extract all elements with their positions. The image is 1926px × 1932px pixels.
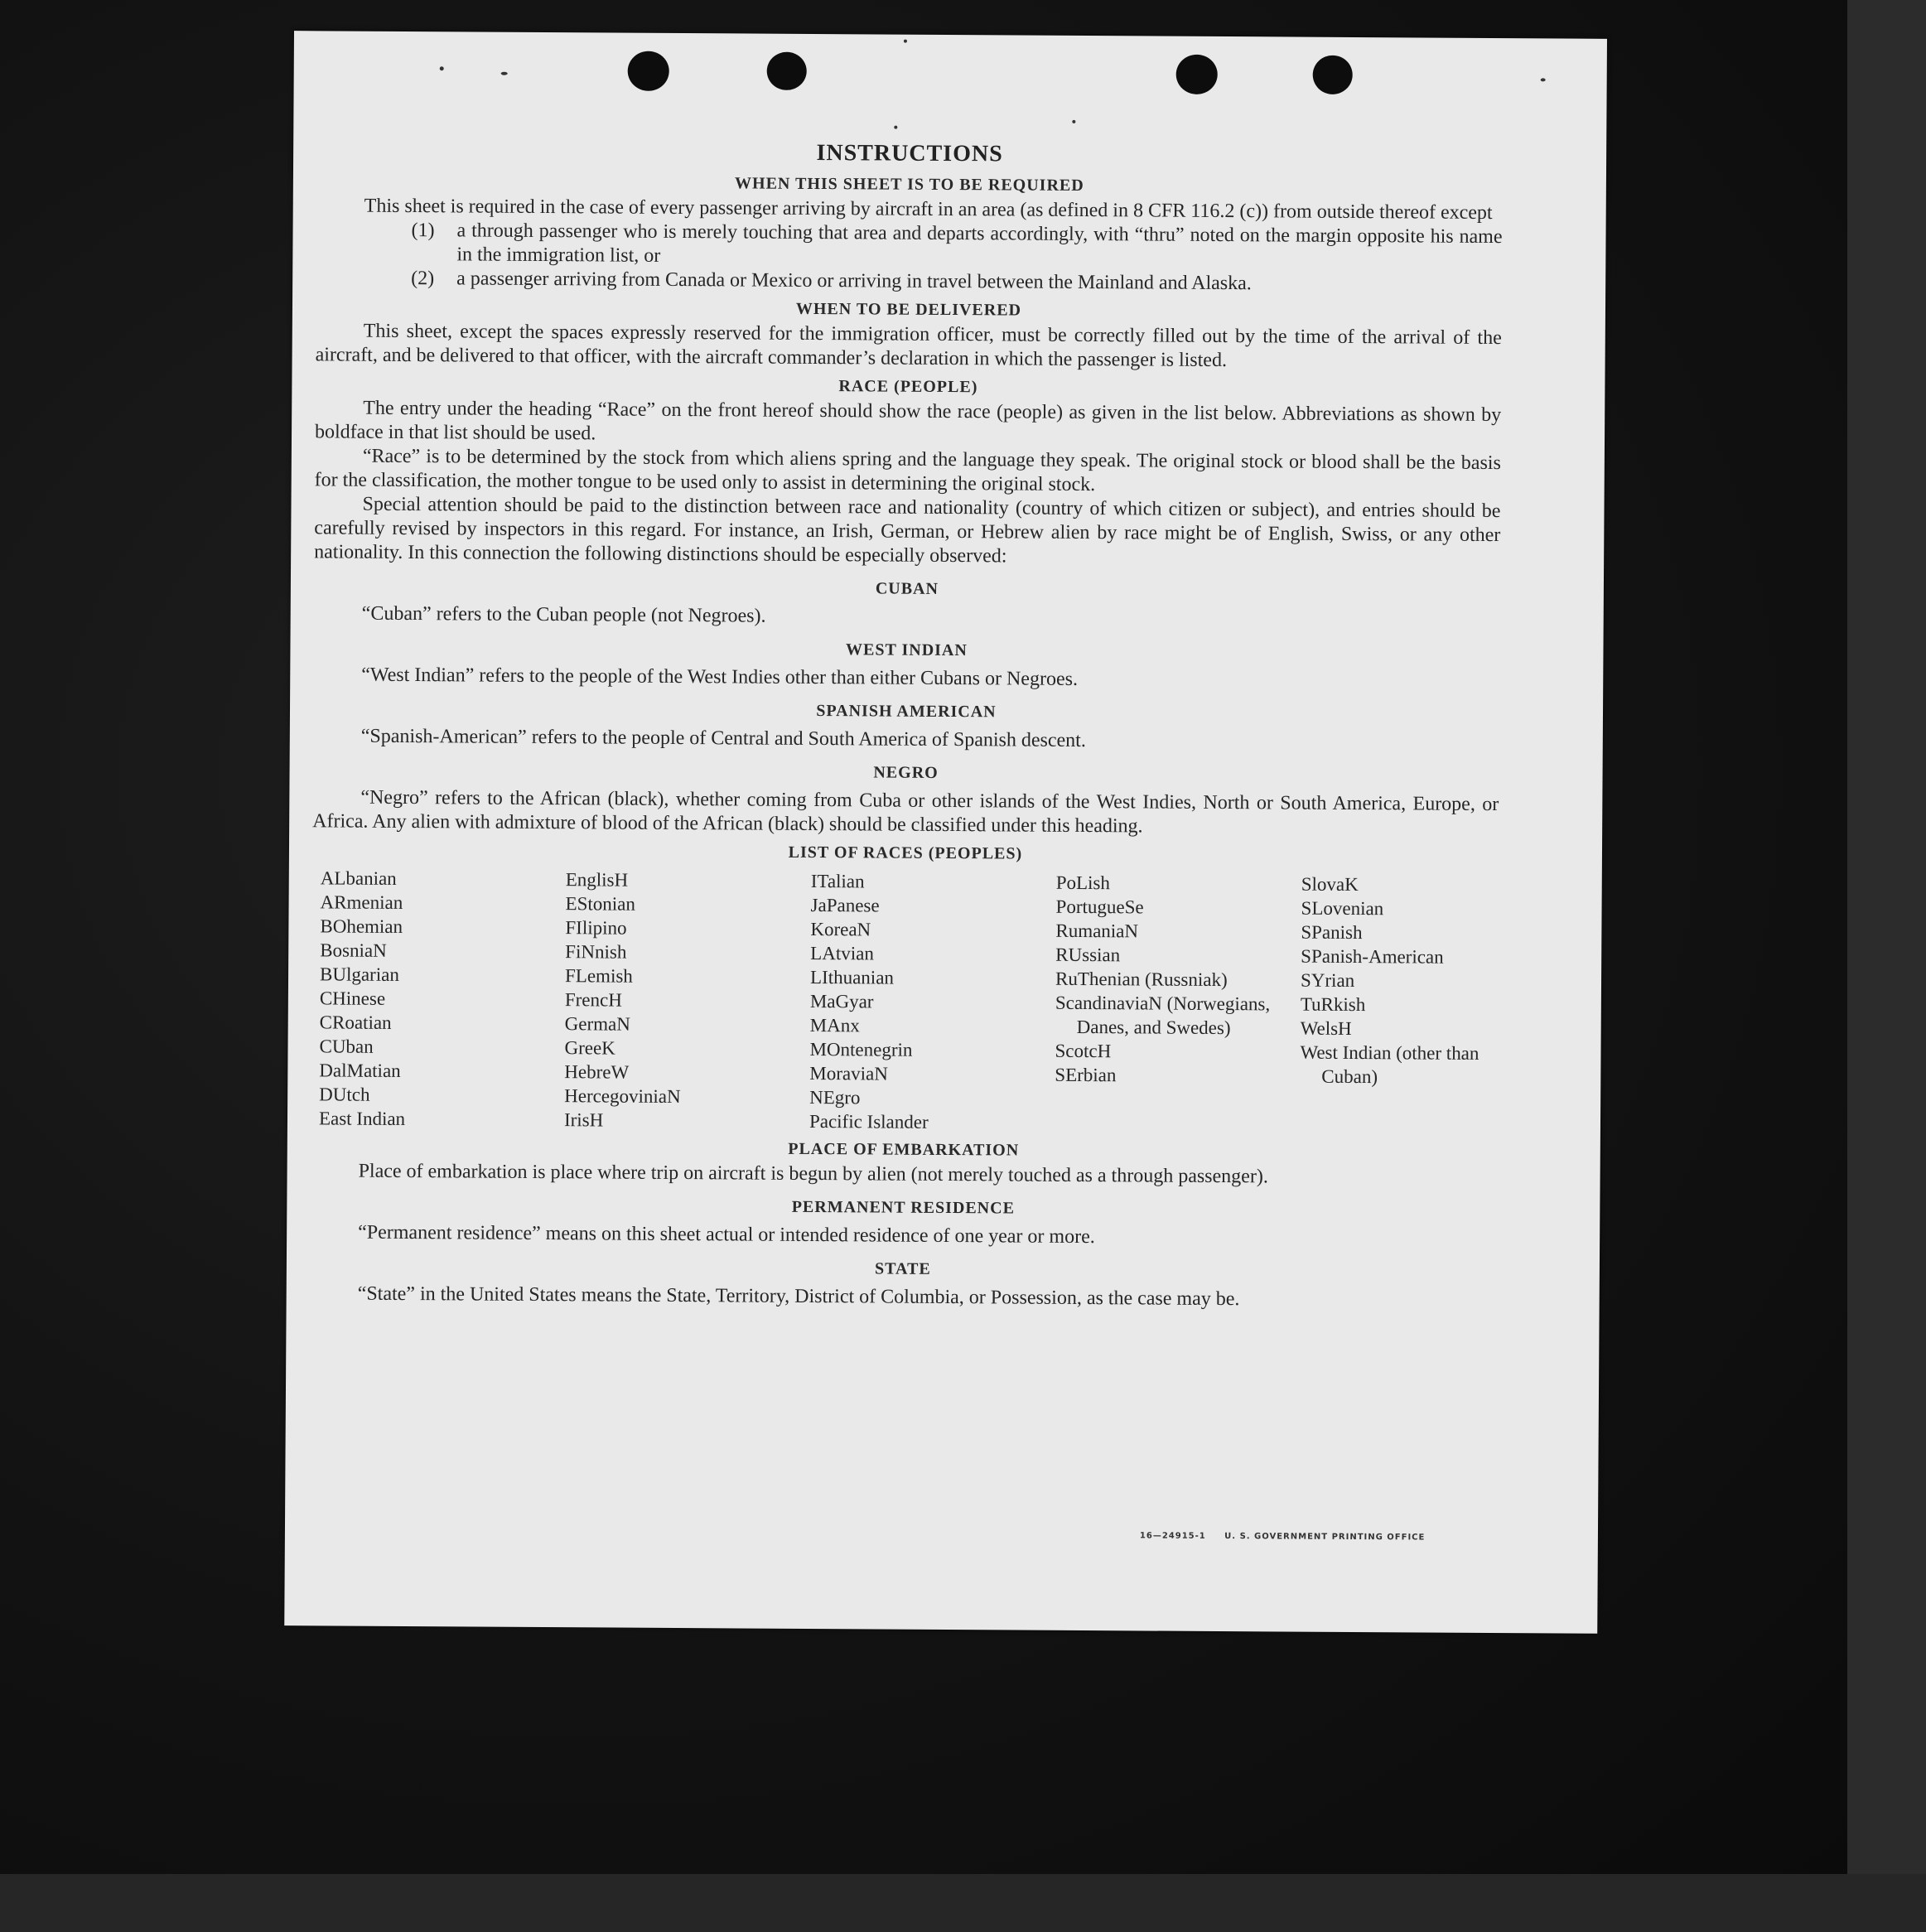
document-sheet — [284, 31, 1607, 1634]
printer-credit: U. S. GOVERNMENT PRINTING OFFICE — [1224, 1532, 1426, 1543]
race-entry: FrencH — [564, 989, 622, 1011]
race-entry: SErbian — [1055, 1064, 1117, 1086]
races-table — [311, 866, 1499, 1137]
race-entry: DUtch — [319, 1084, 370, 1105]
races-column — [1055, 871, 1293, 1137]
paragraph-cuban: “Cuban” refers to the Cuban people (not Negroes). — [361, 602, 766, 627]
section-embarkation — [311, 1137, 1497, 1191]
section-required — [316, 171, 1503, 297]
punch-hole — [1313, 56, 1353, 94]
heading-west-indian: WEST INDIAN — [846, 640, 968, 660]
race-entry: MoraviaN — [809, 1062, 888, 1084]
race-entry: ALbanian — [320, 867, 397, 889]
section-west-indian — [313, 637, 1499, 694]
race-entry: EStonian — [565, 893, 636, 915]
speck — [501, 72, 508, 75]
punch-hole — [767, 52, 807, 90]
page-title: INSTRUCTIONS — [816, 140, 1003, 167]
race-entry: FiNnish — [565, 941, 627, 963]
races-column — [564, 867, 803, 1133]
section-residence — [310, 1195, 1496, 1252]
scan-edge-right — [1847, 0, 1926, 1932]
race-entry: KoreaN — [810, 918, 871, 940]
race-entry: MAnx — [809, 1014, 860, 1036]
speck — [894, 126, 897, 129]
heading-required: WHEN THIS SHEET IS TO BE REQUIRED — [734, 174, 1084, 195]
race-entry: EnglisH — [565, 869, 629, 891]
heading-state: STATE — [875, 1259, 931, 1278]
item-text: a passenger arriving from Canada or Mexico or arriving in travel between the Mainland and Alaska. — [456, 268, 1252, 295]
heading-cuban: CUBAN — [875, 579, 939, 598]
race-entry: BosniaN — [320, 939, 387, 961]
paragraph-race: The entry under the heading “Race” on the front hereof should show the race (people) as given in the list below. Abbreviations as shown by boldface in that list should be used. — [314, 397, 1502, 445]
speck — [1541, 78, 1546, 81]
paragraph-residence: “Permanent residence” means on this sheet actual or intended residence of one year or more. — [358, 1221, 1095, 1249]
race-entry: IrisH — [563, 1109, 604, 1131]
race-entry: TuRkish — [1300, 993, 1366, 1016]
paragraph-embarkation: Place of embarkation is place where trip on aircraft is begun by alien (not merely touched as a through passenger). — [358, 1160, 1268, 1188]
race-entry: CUban — [319, 1036, 374, 1057]
race-entry: SPanish-American — [1301, 945, 1444, 968]
paragraph-negro: “Negro” refers to the African (black), whether coming from Cuba or other islands of the West Indies, North or South America, Europe, or Africa. Any alien with admixture of blood of the African (black) should be classified under this heading. — [312, 786, 1499, 838]
section-state — [310, 1256, 1496, 1313]
race-entry: LAtvian — [810, 942, 874, 964]
paragraph-required-intro: This sheet is required in the case of every passenger arriving by aircraft in an area (as defined in 8 CFR 116.2 (c)) from outside thereof except — [364, 195, 1493, 224]
speck — [904, 40, 907, 43]
race-entry: Pacific Islander — [809, 1110, 929, 1133]
heading-negro: NEGRO — [873, 763, 939, 782]
paragraph-race: “Race” is to be determined by the stock from which aliens spring and the language they speak. The original stock or blood shall be the basis for the classification, the mother tongue to be used only to assist in determining the original stock. — [314, 445, 1501, 496]
race-entry: CRoatian — [319, 1012, 392, 1033]
race-entry: BUlgarian — [319, 964, 399, 985]
race-entry: JaPanese — [810, 894, 880, 916]
race-entry: PortugueSe — [1055, 896, 1144, 918]
race-entry: SPanish — [1301, 921, 1363, 944]
race-entry: ITalian — [810, 870, 865, 892]
section-races-list — [311, 840, 1499, 1137]
heading-spanish-american: SPANISH AMERICAN — [816, 702, 997, 722]
race-entry: DalMatian — [319, 1060, 401, 1081]
race-entry: ARmenian — [320, 891, 403, 913]
heading-races-list: LIST OF RACES (PEOPLES) — [788, 843, 1023, 863]
race-entry: WelsH — [1300, 1017, 1352, 1039]
item-number: (1) — [411, 220, 435, 242]
race-entry: ScandinaviaN (Norwegians, Danes, and Swedes) — [1055, 992, 1271, 1039]
race-entry: GermaN — [564, 1013, 630, 1035]
race-entry: RuThenian (Russniak) — [1055, 968, 1228, 991]
form-code: 16—24915-1 — [1139, 1531, 1206, 1541]
race-entry: SLovenian — [1301, 897, 1384, 920]
paragraph-delivered: This sheet, except the spaces expressly reserved for the immigration officer, must be correctly filled out by the time of the arrival of the aircraft, and be delivered to that officer, with the aircraft commander’s declaration in which the passenger is listed. — [315, 320, 1502, 372]
race-entry: PoLish — [1055, 872, 1111, 894]
heading-race: RACE (PEOPLE) — [838, 377, 978, 397]
race-entry: NEgro — [809, 1086, 861, 1108]
item-number: (2) — [411, 268, 435, 290]
item-text: a through passenger who is merely touching that area and departs accordingly, with “thru” noted on the margin opposite his name in the immigration list, or — [456, 220, 1503, 267]
paragraph-west-indian: “West Indian” refers to the people of the West Indies other than either Cubans or Negroes. — [361, 664, 1079, 690]
race-entry: SYrian — [1300, 969, 1355, 992]
races-column — [809, 869, 1048, 1135]
races-column — [319, 866, 558, 1132]
heading-embarkation: PLACE OF EMBARKATION — [788, 1139, 1020, 1160]
race-entry: LIthuanian — [809, 966, 895, 988]
paragraph-spanish-american: “Spanish-American” refers to the people of Central and South America of Spanish descent. — [360, 725, 1086, 752]
speck — [440, 66, 444, 70]
race-entry: FIlipino — [565, 917, 627, 939]
paragraph-state: “State” in the United States means the State, Territory, District of Columbia, or Possession, as the case may be. — [357, 1282, 1240, 1311]
section-negro — [312, 760, 1499, 841]
race-entry: FLemish — [564, 965, 633, 987]
race-entry: RUssian — [1055, 944, 1121, 966]
race-entry: ScotcH — [1055, 1040, 1112, 1062]
race-entry: West Indian (other than Cuban) — [1300, 1041, 1479, 1088]
section-cuban — [314, 576, 1500, 633]
race-entry: HercegoviniaN — [564, 1085, 681, 1108]
section-delivered — [316, 297, 1502, 374]
section-spanish-american — [313, 698, 1499, 756]
race-entry: BOhemian — [320, 915, 403, 937]
race-entry: MaGyar — [809, 990, 874, 1012]
race-entry: RumaniaN — [1055, 920, 1139, 942]
races-column — [1300, 872, 1538, 1138]
heading-residence: PERMANENT RESIDENCE — [791, 1197, 1016, 1218]
race-entry: HebreW — [564, 1061, 630, 1083]
race-entry: SlovaK — [1301, 873, 1359, 896]
form-footer — [1140, 1531, 1426, 1542]
document-content — [310, 137, 1504, 1313]
race-entry: CHinese — [319, 988, 386, 1009]
punch-hole — [1176, 55, 1218, 94]
race-entry: GreeK — [564, 1037, 615, 1059]
race-entry: MOntenegrin — [809, 1038, 913, 1060]
race-entry: East Indian — [318, 1108, 406, 1130]
speck — [1072, 120, 1075, 123]
section-race — [314, 374, 1501, 572]
heading-delivered: WHEN TO BE DELIVERED — [795, 299, 1022, 320]
paragraph-race: Special attention should be paid to the distinction between race and nationality (country of which citizen or subject), and entries should be carefully revised by inspectors in this regard. For instance, an Irish, German, or Hebrew alien by race might be of English, Swiss, or any other nationality. In this connection the following distinctions should be especially observed: — [314, 493, 1501, 568]
list-item — [411, 219, 1502, 273]
punch-hole — [628, 51, 669, 91]
scan-edge-bottom — [0, 1874, 1926, 1932]
